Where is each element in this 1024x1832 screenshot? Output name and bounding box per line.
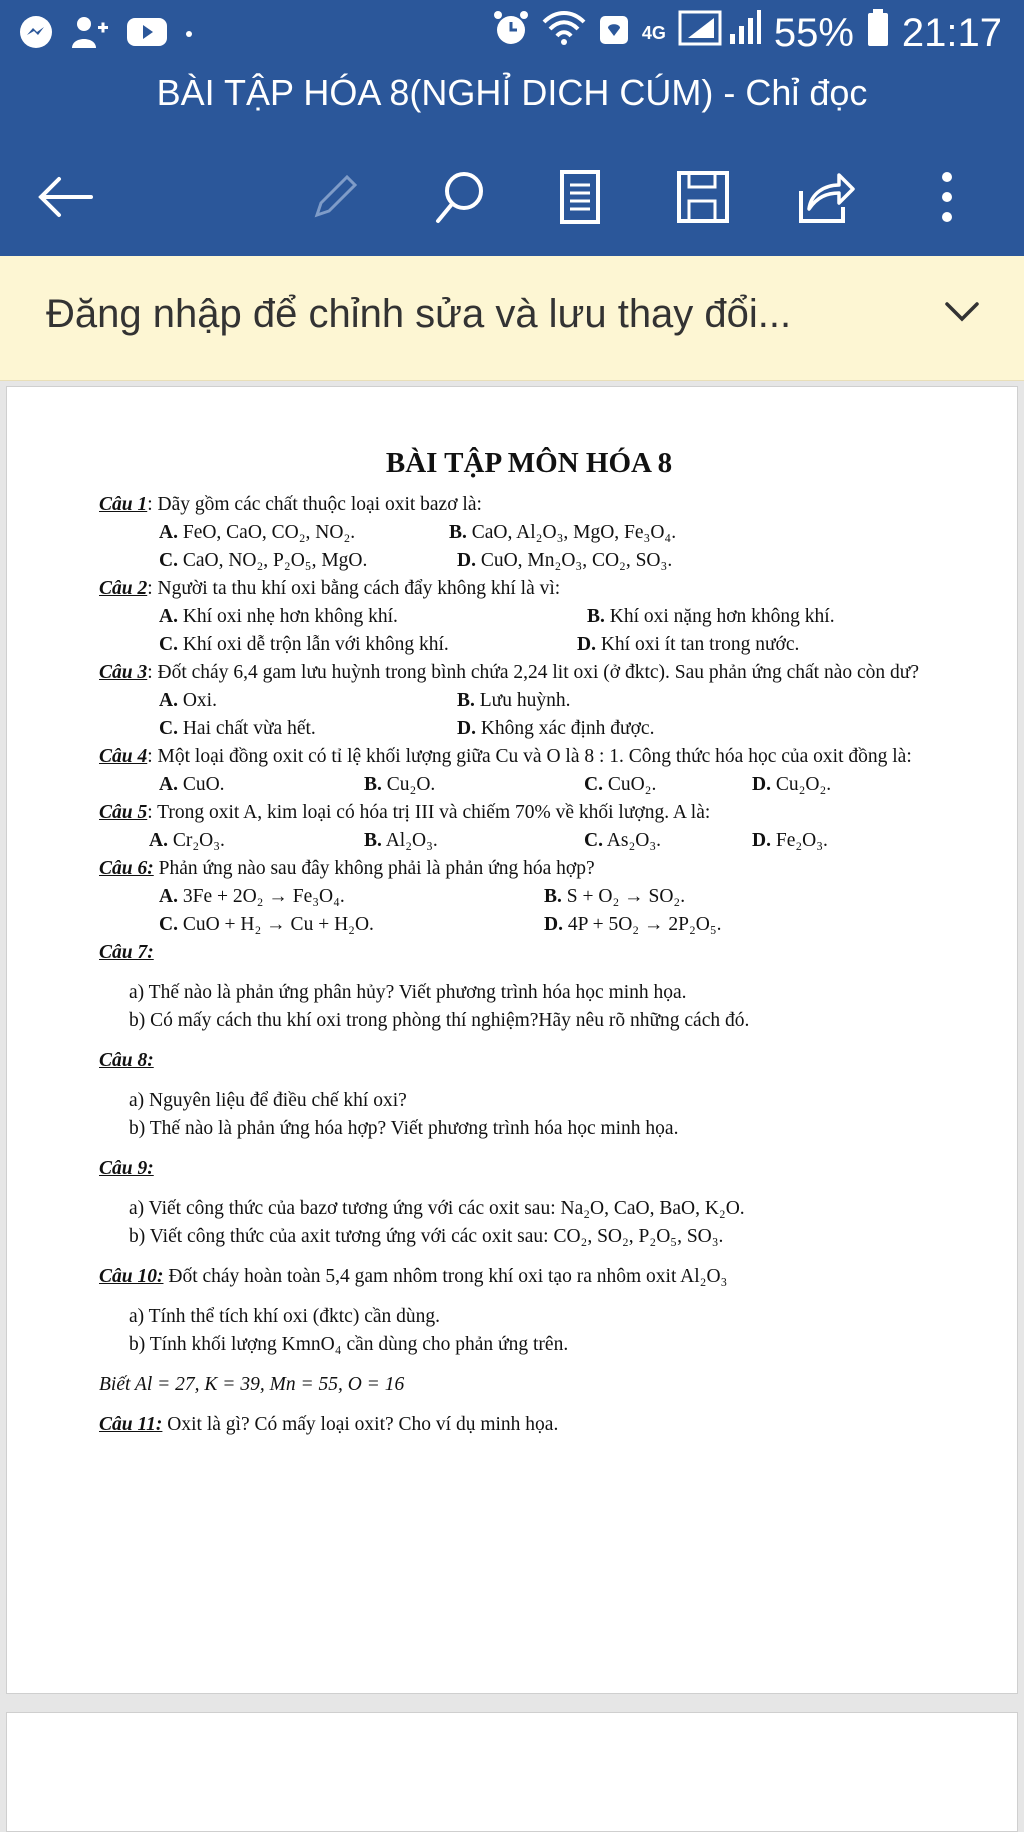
question-label: Câu 1 (99, 494, 148, 515)
status-bar (0, 0, 1024, 70)
option-b: B. Khí oxi nặng hơn không khí. (587, 606, 835, 627)
pencil-icon (307, 169, 363, 225)
question-3 (99, 659, 959, 687)
option-a: A. CuO. (159, 774, 225, 795)
options-row (99, 827, 959, 855)
option-c: C. As₂O₃. (584, 830, 662, 851)
question-7 (99, 939, 959, 967)
option-c: C. CuO₂. (584, 774, 657, 795)
question-label: Câu 9: (99, 1158, 154, 1179)
question-text: : Đốt cháy 6,4 gam lưu huỳnh trong bình chứa 2,24 lit oxi (ở đktc). Sau phản ứng chất nào còn dư? (147, 662, 920, 683)
save-icon (675, 169, 731, 225)
notification-icon (598, 11, 630, 56)
sub-question-a: a) Viết công thức của bazơ tương ứng với các oxit sau: Na₂O, CaO, BaO, K₂O. (129, 1198, 745, 1219)
question-4 (99, 743, 959, 771)
reading-view-button[interactable] (545, 162, 615, 232)
option-a: A. Oxi. (159, 690, 217, 711)
battery-icon (866, 8, 890, 58)
option-b: B. CaO, Al₂O₃, MgO, Fe₃O₄. (449, 522, 677, 543)
option-a: A. 3Fe + 2O₂ → Fe₃O₄. (159, 886, 345, 907)
option-c: C. Khí oxi dễ trộn lẫn với không khí. (159, 634, 449, 655)
option-d: D. 4P + 5O₂ → 2P₂O₅. (544, 914, 722, 935)
question-6 (99, 855, 959, 883)
exercise-title: BÀI TẬP MÔN HÓA 8 (385, 447, 673, 479)
option-a: A. Cr₂O₃. (149, 830, 225, 851)
option-c: C. CaO, NO₂, P₂O₅, MgO. (159, 550, 368, 571)
document-page[interactable] (6, 386, 1018, 1694)
wifi-icon (542, 10, 586, 56)
question-text: : Dãy gồm các chất thuộc loại oxit bazơ là: (147, 494, 482, 515)
question-label: Câu 10: (99, 1266, 164, 1287)
signal-icon (678, 8, 762, 58)
option-a: A. Khí oxi nhẹ hơn không khí. (159, 606, 398, 627)
question-5 (99, 799, 959, 827)
option-d: D. Khí oxi ít tan trong nước. (577, 634, 800, 655)
atomic-mass-note: Biết Al = 27, K = 39, Mn = 55, O = 16 (99, 1374, 405, 1395)
sub-question-a: a) Thế nào là phản ứng phân hủy? Viết phương trình hóa học minh họa. (129, 982, 687, 1003)
more-options-button[interactable] (912, 162, 982, 232)
youtube-icon (126, 16, 168, 53)
question-1 (99, 491, 959, 519)
question-label: Câu 5 (99, 802, 148, 823)
option-d: D. Cu₂O₂. (752, 774, 832, 795)
option-d: D. Fe₂O₃. (752, 830, 828, 851)
sign-in-message: Đăng nhập để chỉnh sửa và lưu thay đổi... (46, 292, 792, 336)
save-button[interactable] (668, 162, 738, 232)
document-body (99, 447, 959, 1439)
sub-question-b: b) Thế nào là phản ứng hóa hợp? Viết phương trình hóa học minh họa. (129, 1118, 679, 1139)
back-button[interactable] (30, 162, 100, 232)
question-8 (99, 1047, 959, 1075)
app-header (0, 0, 1024, 256)
option-d: D. Không xác định được. (457, 718, 655, 739)
question-label: Câu 11: (99, 1414, 163, 1435)
expand-banner-button[interactable] (944, 300, 980, 329)
question-9 (99, 1155, 959, 1183)
battery-percent: 55% (773, 10, 854, 55)
options-row (99, 715, 959, 743)
edit-button[interactable] (300, 162, 370, 232)
question-label: Câu 6: (99, 858, 154, 879)
question-11 (99, 1411, 959, 1439)
question-text: : Trong oxit A, kim loại có hóa trị III và chiếm 70% về khối lượng. A là: (147, 802, 711, 823)
toolbar (0, 150, 1024, 240)
option-c: C. Hai chất vừa hết. (159, 718, 316, 739)
more-vertical-icon (937, 169, 957, 225)
question-label: Câu 3 (99, 662, 148, 683)
option-b: B. Lưu huỳnh. (457, 690, 571, 711)
dot-icon (184, 26, 194, 44)
option-c: C. CuO + H₂ → Cu + H₂O. (159, 914, 374, 935)
network-type-label: 4G (641, 22, 666, 43)
options-row (99, 631, 959, 659)
question-text: Phản ứng nào sau đây không phải là phản ứng hóa hợp? (153, 858, 595, 879)
options-row (99, 519, 959, 547)
sub-question-a: a) Nguyên liệu để điều chế khí oxi? (129, 1090, 407, 1111)
document-view-icon (558, 169, 602, 225)
next-document-page[interactable] (6, 1712, 1018, 1832)
sub-question-a: a) Tính thể tích khí oxi (đktc) cần dùng. (129, 1306, 441, 1327)
share-button[interactable] (790, 162, 860, 232)
question-10 (99, 1263, 959, 1291)
alarm-icon (492, 9, 530, 57)
option-b: B. Al₂O₃. (364, 830, 438, 851)
options-row (99, 547, 959, 575)
clock: 21:17 (901, 10, 1002, 55)
options-row (99, 603, 959, 631)
option-d: D. CuO, Mn₂O₃, CO₂, SO₃. (457, 550, 673, 571)
option-b: B. Cu₂O. (364, 774, 436, 795)
option-b: B. S + O₂ → SO₂. (544, 886, 686, 907)
question-label: Câu 7: (99, 942, 154, 963)
search-button[interactable] (425, 162, 495, 232)
question-text: : Người ta thu khí oxi bằng cách đẩy không khí là vì: (147, 578, 561, 599)
options-row (99, 687, 959, 715)
options-row (99, 771, 959, 799)
add-contact-icon (70, 14, 110, 55)
question-label: Câu 2 (99, 578, 148, 599)
question-text: : Một loại đồng oxit có tỉ lệ khối lượng giữa Cu và O là 8 : 1. Công thức hóa học của oxit đồng là: (147, 746, 912, 767)
question-text: Đốt cháy hoàn toàn 5,4 gam nhôm trong khí oxi tạo ra nhôm oxit Al₂O₃ (163, 1266, 728, 1287)
question-2 (99, 575, 959, 603)
search-icon (430, 167, 490, 227)
sub-question-b: b) Tính khối lượng KmnO₄ cần dùng cho phản ứng trên. (129, 1334, 569, 1355)
option-a: A. FeO, CaO, CO₂, NO₂. (159, 522, 356, 543)
document-title: BÀI TẬP HÓA 8(NGHỈ DICH CÚM) - Chỉ đọc (156, 72, 868, 113)
question-text: Oxit là gì? Có mấy loại oxit? Cho ví dụ minh họa. (162, 1414, 559, 1435)
sub-question-b: b) Viết công thức của axit tương ứng với các oxit sau: CO₂, SO₂, P₂O₅, SO₃. (129, 1226, 724, 1247)
sub-question-b: b) Có mấy cách thu khí oxi trong phòng thí nghiệm?Hãy nêu rõ những cách đó. (129, 1010, 750, 1031)
share-icon (795, 169, 855, 225)
messenger-icon (18, 14, 54, 55)
options-row (99, 911, 959, 939)
arrow-left-icon (35, 172, 95, 222)
question-label: Câu 8: (99, 1050, 154, 1071)
question-label: Câu 4 (99, 746, 148, 767)
options-row (99, 883, 959, 911)
chevron-down-icon (944, 300, 980, 324)
sign-in-banner[interactable] (0, 256, 1024, 381)
